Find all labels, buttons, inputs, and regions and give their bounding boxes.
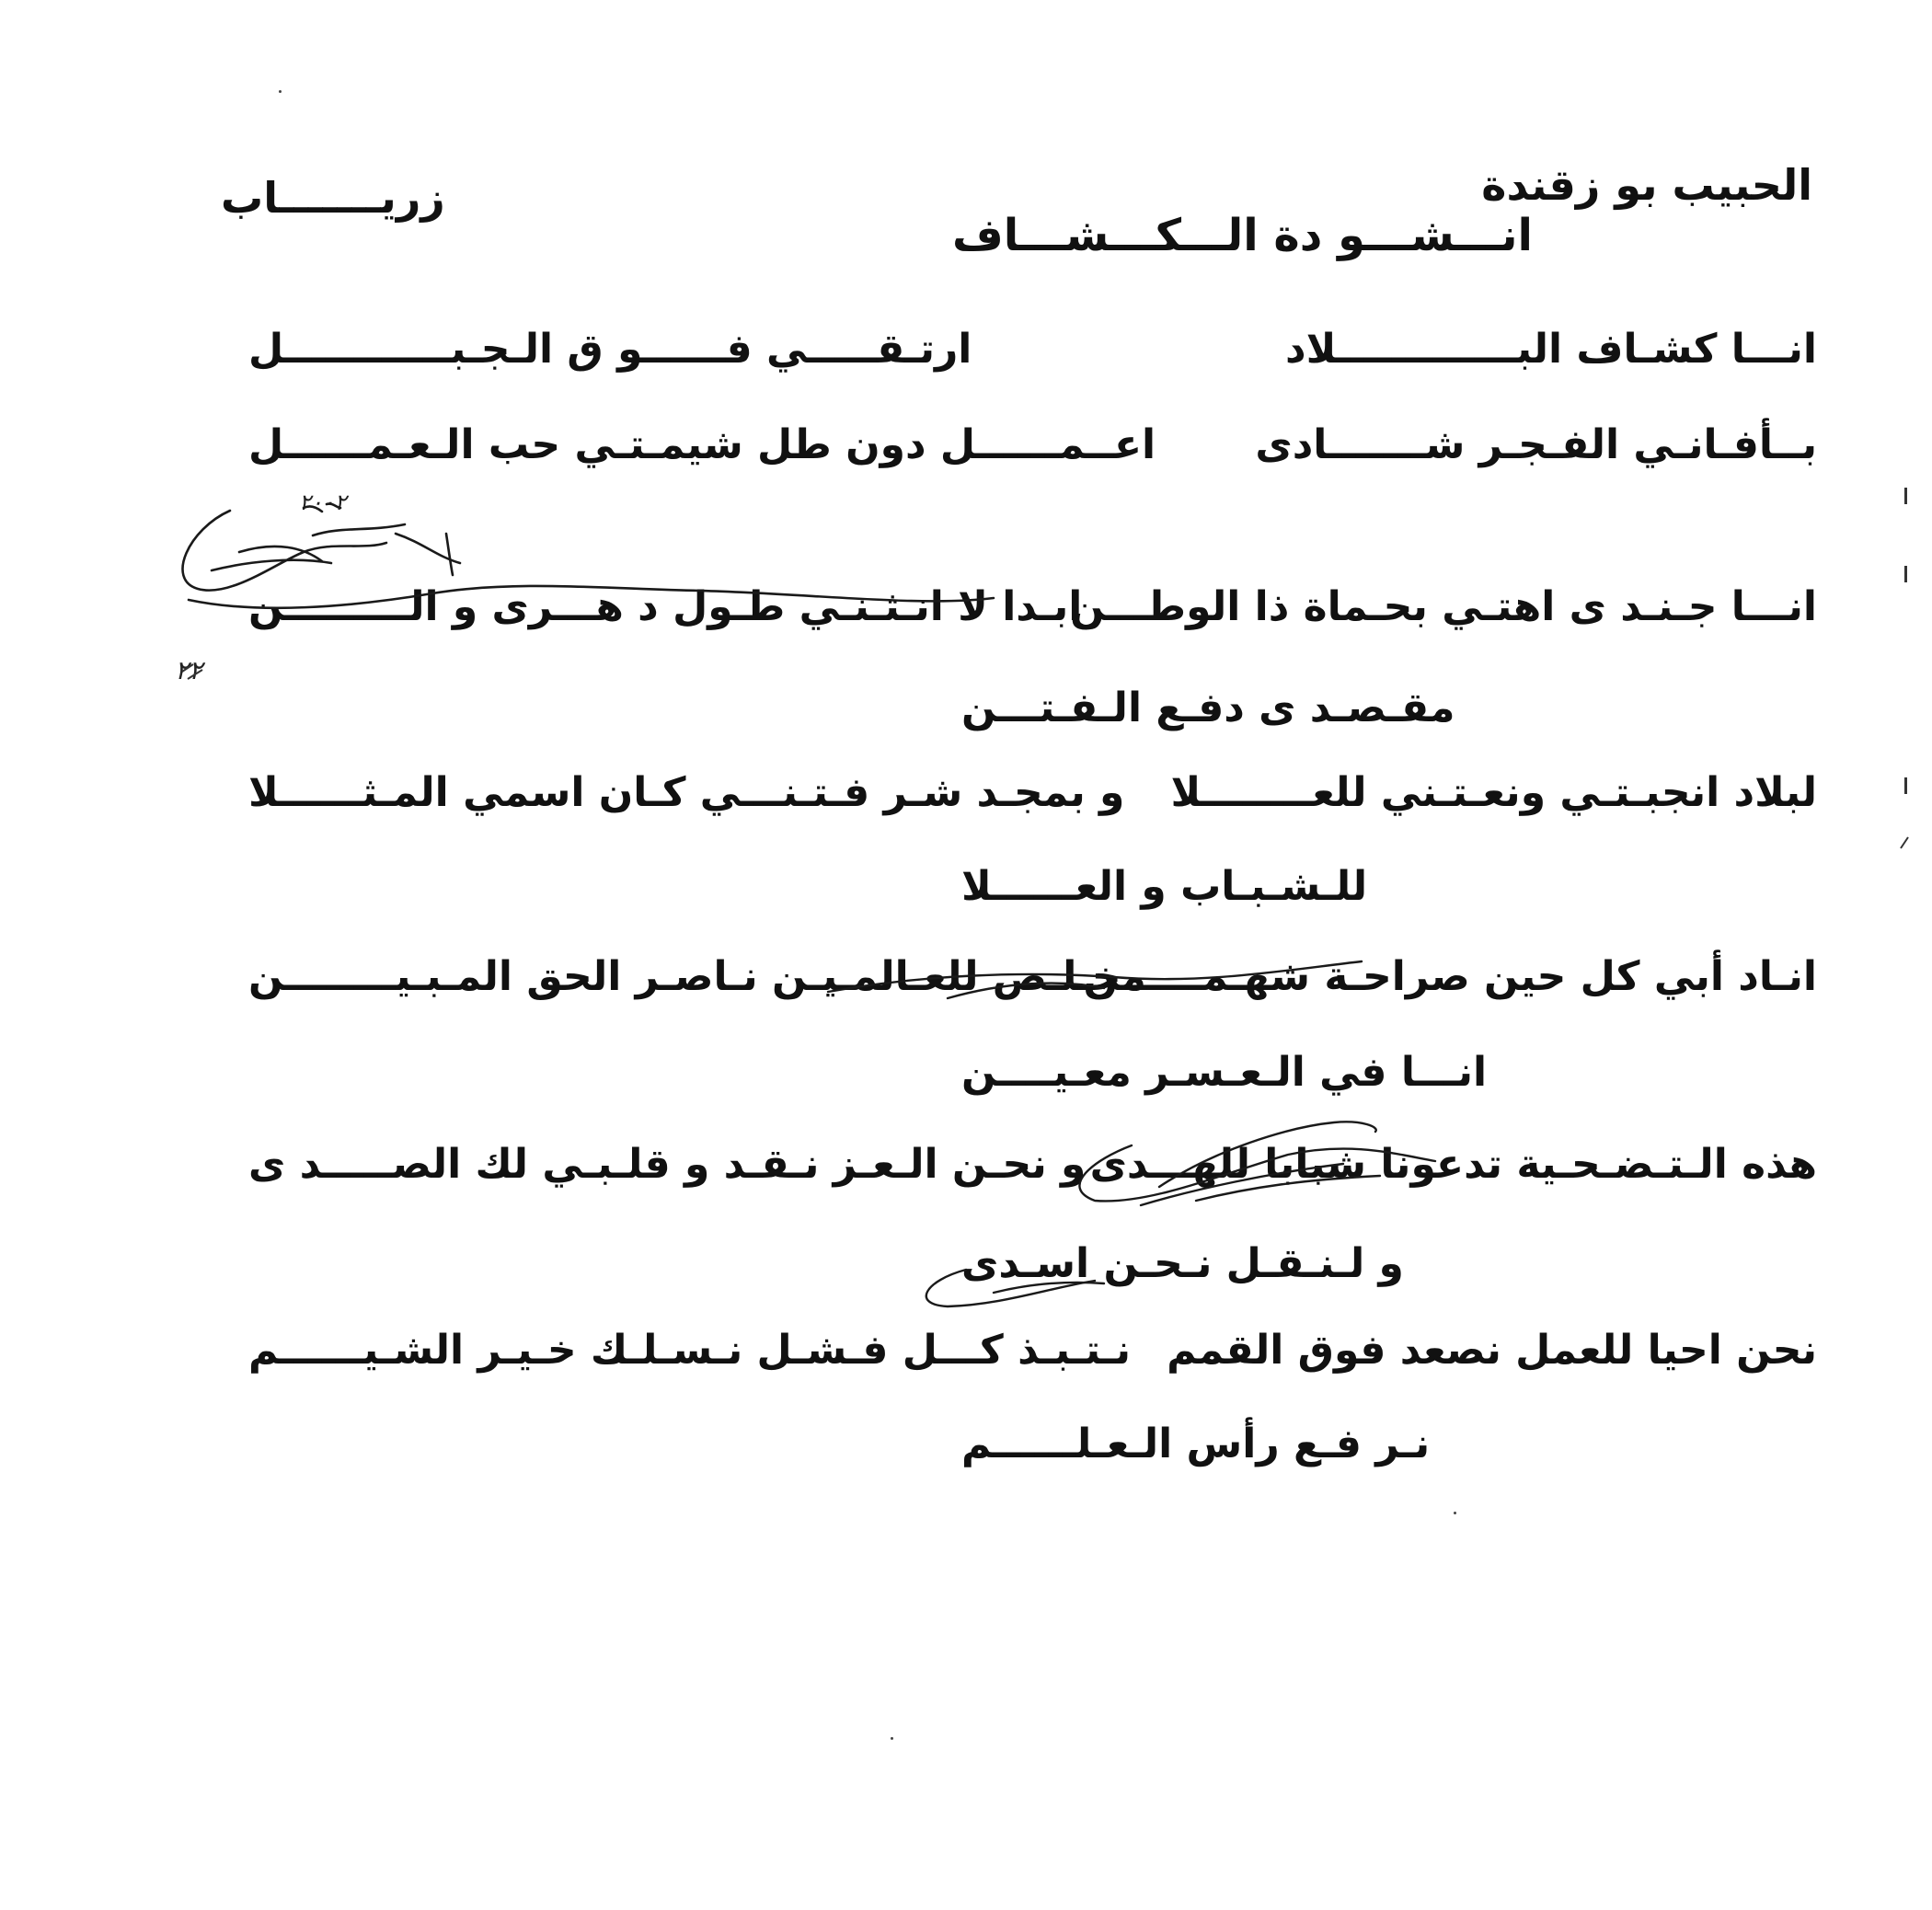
- refrain-4: للـشـبـاب و العــــــلا: [961, 863, 1368, 910]
- verse-5-right: انـاد أبي كل حين صراحـة شهـمــــــن: [1083, 953, 1817, 1000]
- refrain-5: انـــا في الـعـسـر معـيــــن: [961, 1049, 1488, 1096]
- date-note: ٢٠٠٢: [299, 489, 347, 515]
- scan-speck: [891, 1737, 893, 1740]
- poem-title: انـــشـــو دة الـــكـــشـــاف: [952, 210, 1533, 261]
- verse-6-right: هذه الـتـضـحـية تدعونا شبابا للهـــدى: [1089, 1141, 1817, 1188]
- composer-name: زريـــــــاب: [221, 173, 445, 223]
- refrain-7: نـر فـع رأس الـعـلــــــم: [961, 1421, 1431, 1467]
- verse-3-right: انـــا جـنـد ى اهتـي بحـماة ذا الوطـــن: [1069, 583, 1817, 630]
- verse-2-left: اعــمــــــل دون طل شيمـتـي حب الـعـمــــــل: [248, 421, 1156, 468]
- verse-2-right: بــأفـانـي الفـجـر شـــــــادى: [1255, 421, 1817, 468]
- verse-3-left: ابـدا لا انـثـنـي طـول د هـــرى و الـــــــــن: [248, 583, 1083, 630]
- verse-5-left: مخـلـص للعـالمـيـن نـاصـر الحق المـبـيــــــــن: [248, 953, 1146, 1000]
- verse-7-left: نـتـبـذ كـــل فـشـل نـسـلـك خـيـر الشـيــــــم: [248, 1327, 1132, 1374]
- verse-4-right: لبلاد انجبـتـي ونعـتـني للعــــــــلا: [1170, 769, 1817, 816]
- edge-mark: [1904, 566, 1907, 582]
- margin-number: ٢٢: [175, 655, 203, 685]
- refrain-6: و لـنـقـل نـحـن اسـدى: [961, 1240, 1404, 1287]
- scan-speck: [279, 90, 282, 93]
- edge-mark: [1904, 488, 1907, 504]
- refrain-3: مقـصـد ى دفـع الـفـتـــن: [961, 685, 1455, 731]
- verse-7-right: نحن احيا للعمل نصعد فوق القمم: [1167, 1327, 1817, 1374]
- verse-1-right: انـــا كشـاف البـــــــــــــلاد: [1285, 326, 1817, 373]
- edge-mark: [1904, 777, 1907, 794]
- verse-6-left: و نحـن الـعـز نـقـد و قلـبـي لك الصـــــد ى: [248, 1141, 1087, 1188]
- verse-4-left: و بمجـد شـر فـتـنـــي كـان اسمي المـثــــــلا: [248, 769, 1125, 816]
- verse-1-left: ارتـقـــــي فــــــو ق الـجـبــــــــــــل: [248, 326, 972, 373]
- author-name: الحبيب بو زقندة: [1481, 160, 1812, 210]
- scan-speck: [1454, 1512, 1456, 1514]
